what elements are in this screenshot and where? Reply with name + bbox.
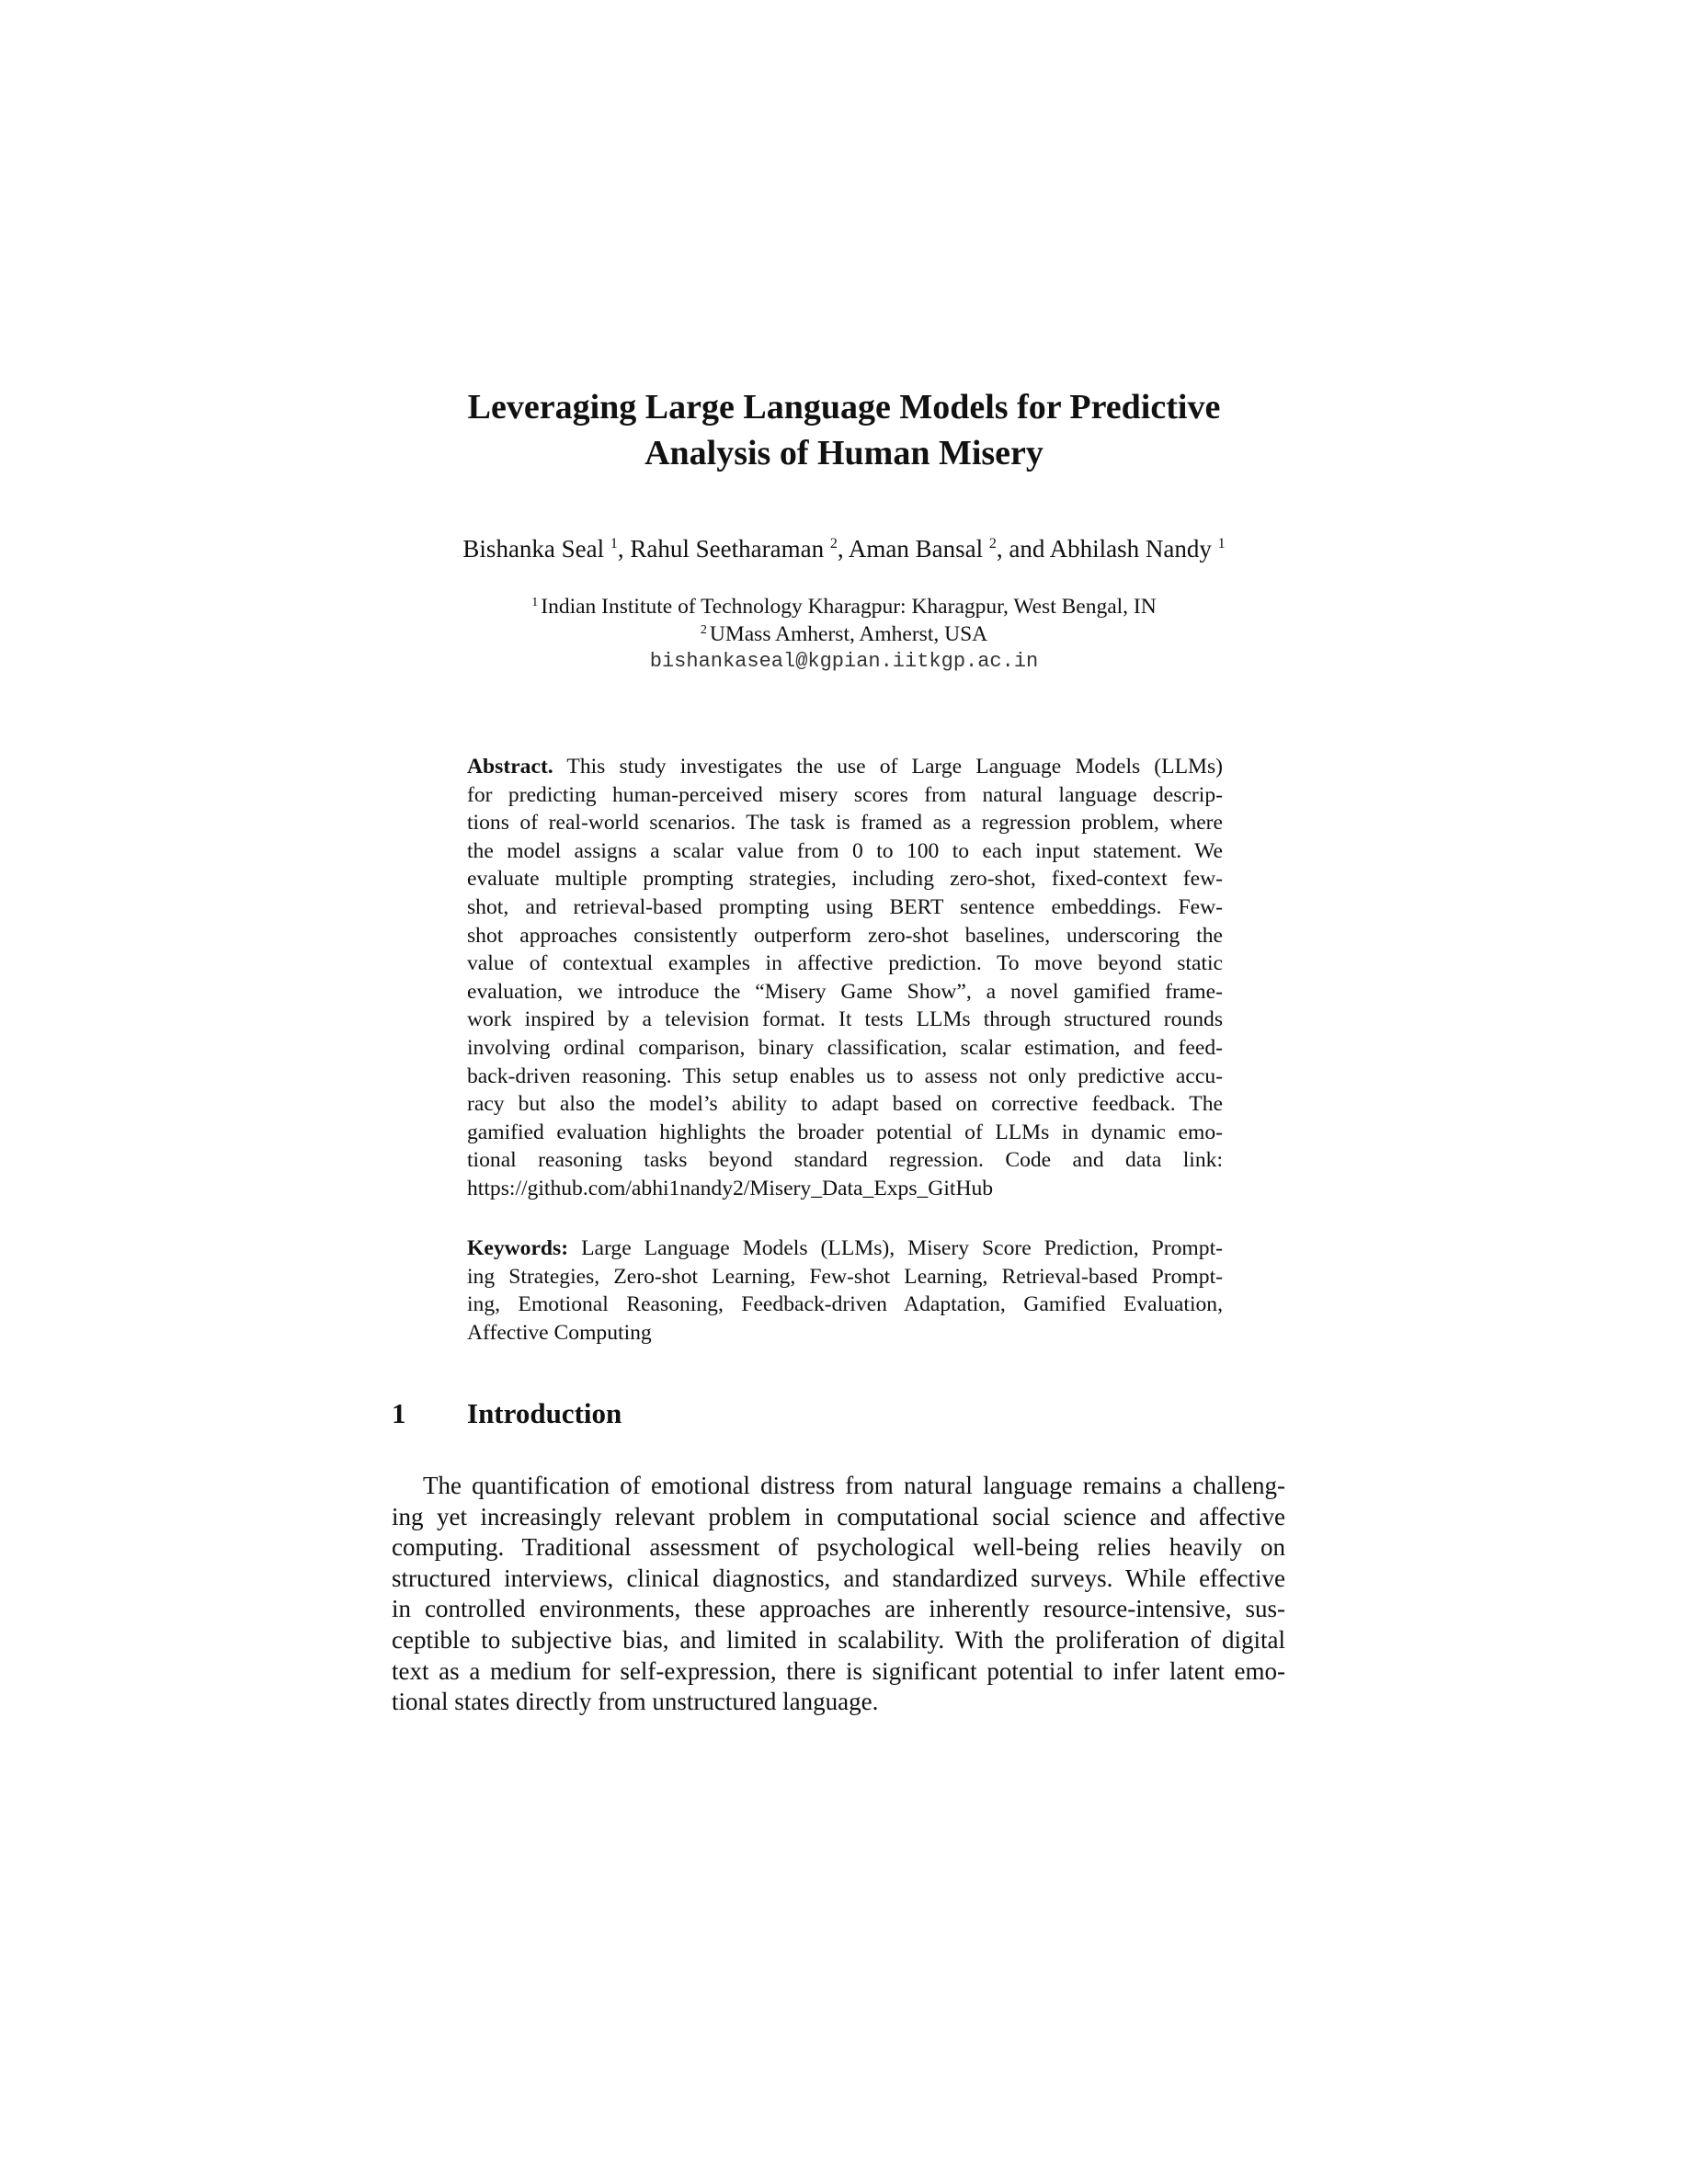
- author-name: Rahul Seetharaman: [630, 535, 825, 563]
- affiliation-mark: 1: [531, 596, 539, 609]
- keywords-line: Affective Computing: [467, 1320, 652, 1345]
- keywords-line: [467, 1234, 1223, 1263]
- abstract-line: evaluation, we introduce the “Misery Game Show”, a novel gamified frame-: [467, 979, 1223, 1004]
- intro-line: The quantification of emotional distress from natural language remains a challeng-: [423, 1472, 1285, 1499]
- abstract-line: the model assigns a scalar value from 0 to 100 to each input statement. We: [467, 838, 1223, 863]
- abstract-line: shot approaches consistently outperform zero-shot baselines, underscoring the: [467, 923, 1223, 948]
- abstract-label: Abstract.: [467, 755, 553, 779]
- author-name: Bishanka Seal: [462, 535, 605, 563]
- intro-paragraph: [392, 1471, 1285, 1718]
- author-separator: ,: [837, 535, 849, 563]
- abstract-line: value of contextual examples in affective prediction. To move beyond static: [467, 951, 1223, 976]
- intro-line: tional states directly from unstructured language.: [392, 1688, 879, 1716]
- abstract-line-text: This study investigates the use of Large Language Models (LLMs): [553, 755, 1223, 779]
- author-affil-mark: 2: [829, 536, 838, 552]
- paper-title: [405, 384, 1283, 476]
- abstract-line: evaluate multiple prompting strategies, including zero-shot, fixed-context few-: [467, 867, 1223, 892]
- affiliation: [276, 620, 1412, 648]
- abstract-line: racy but also the model’s ability to adapt based on corrective feedback. The: [467, 1092, 1223, 1117]
- abstract: [467, 753, 1223, 1203]
- abstract-line: involving ordinal comparison, binary classification, scalar estimation, and feed-: [467, 1035, 1223, 1060]
- affiliation-mark: 2: [700, 623, 707, 637]
- intro-line: ceptible to subjective bias, and limited in scalability. With the proliferation of digital: [392, 1625, 1285, 1654]
- affiliation: [276, 593, 1412, 620]
- author-affil-mark: 1: [1217, 536, 1226, 552]
- abstract-line: shot, and retrieval-based prompting using BERT sentence embeddings. Few-: [467, 894, 1223, 919]
- abstract-line: for predicting human-perceived misery scores from natural language descrip-: [467, 782, 1223, 807]
- author-affil-mark: 2: [988, 536, 997, 552]
- title-line: Leveraging Large Language Models for Predictive: [467, 388, 1221, 427]
- intro-line: structured interviews, clinical diagnostics, and standardized surveys. While effective: [392, 1564, 1285, 1592]
- abstract-line: [467, 753, 1223, 781]
- keywords-line: ing, Emotional Reasoning, Feedback-driven Adaptation, Gamified Evaluation,: [467, 1292, 1223, 1317]
- contact-email: bishankaseal@kgpian.iitkgp.ac.in: [649, 650, 1039, 673]
- title-line: Analysis of Human Misery: [644, 434, 1044, 472]
- author-affil-mark: 1: [610, 536, 618, 552]
- affiliation-text: UMass Amherst, Amherst, USA: [709, 622, 988, 646]
- affiliation-text: Indian Institute of Technology Kharagpur: Kharagpur, West Bengal, IN: [541, 595, 1157, 619]
- abstract-line: tional reasoning tasks beyond standard regression. Code and data link:: [467, 1148, 1223, 1173]
- abstract-line: work inspired by a television format. It tests LLMs through structured rounds: [467, 1007, 1223, 1032]
- intro-line: ing yet increasingly relevant problem in computational social science and affective: [392, 1502, 1285, 1530]
- keywords-label: Keywords:: [467, 1236, 569, 1260]
- intro-line: computing. Traditional assessment of psychological well-being relies heavily on: [392, 1533, 1285, 1562]
- intro-line: text as a medium for self-expression, there is significant potential to infer latent emo-: [392, 1656, 1285, 1685]
- keywords-line: ing Strategies, Zero-shot Learning, Few-shot Learning, Retrieval-based Prompt-: [467, 1264, 1223, 1289]
- author-separator: ,: [617, 535, 631, 563]
- keywords: [467, 1234, 1223, 1347]
- code-data-link[interactable]: https://github.com/abhi1nandy2/Misery_Data_Exps_GitHub: [467, 1176, 994, 1200]
- section-number: 1: [392, 1397, 406, 1429]
- abstract-line: tions of real-world scenarios. The task is framed as a regression problem, where: [467, 811, 1223, 836]
- intro-line: in controlled environments, these approaches are inherently resource-intensive, sus-: [392, 1595, 1285, 1623]
- abstract-line: back-driven reasoning. This setup enables us to assess not only predictive accu-: [467, 1064, 1223, 1088]
- author-name: Aman Bansal: [848, 535, 984, 563]
- author-separator: , and: [996, 535, 1050, 563]
- abstract-line: gamified evaluation highlights the broader potential of LLMs in dynamic emo-: [467, 1120, 1223, 1144]
- keywords-line-text: Large Language Models (LLMs), Misery Score Prediction, Prompt-: [568, 1236, 1223, 1260]
- author-list: [276, 533, 1412, 564]
- section-heading: [392, 1395, 1219, 1432]
- author-name: Abhilash Nandy: [1049, 535, 1212, 563]
- section-title: Introduction: [467, 1397, 622, 1429]
